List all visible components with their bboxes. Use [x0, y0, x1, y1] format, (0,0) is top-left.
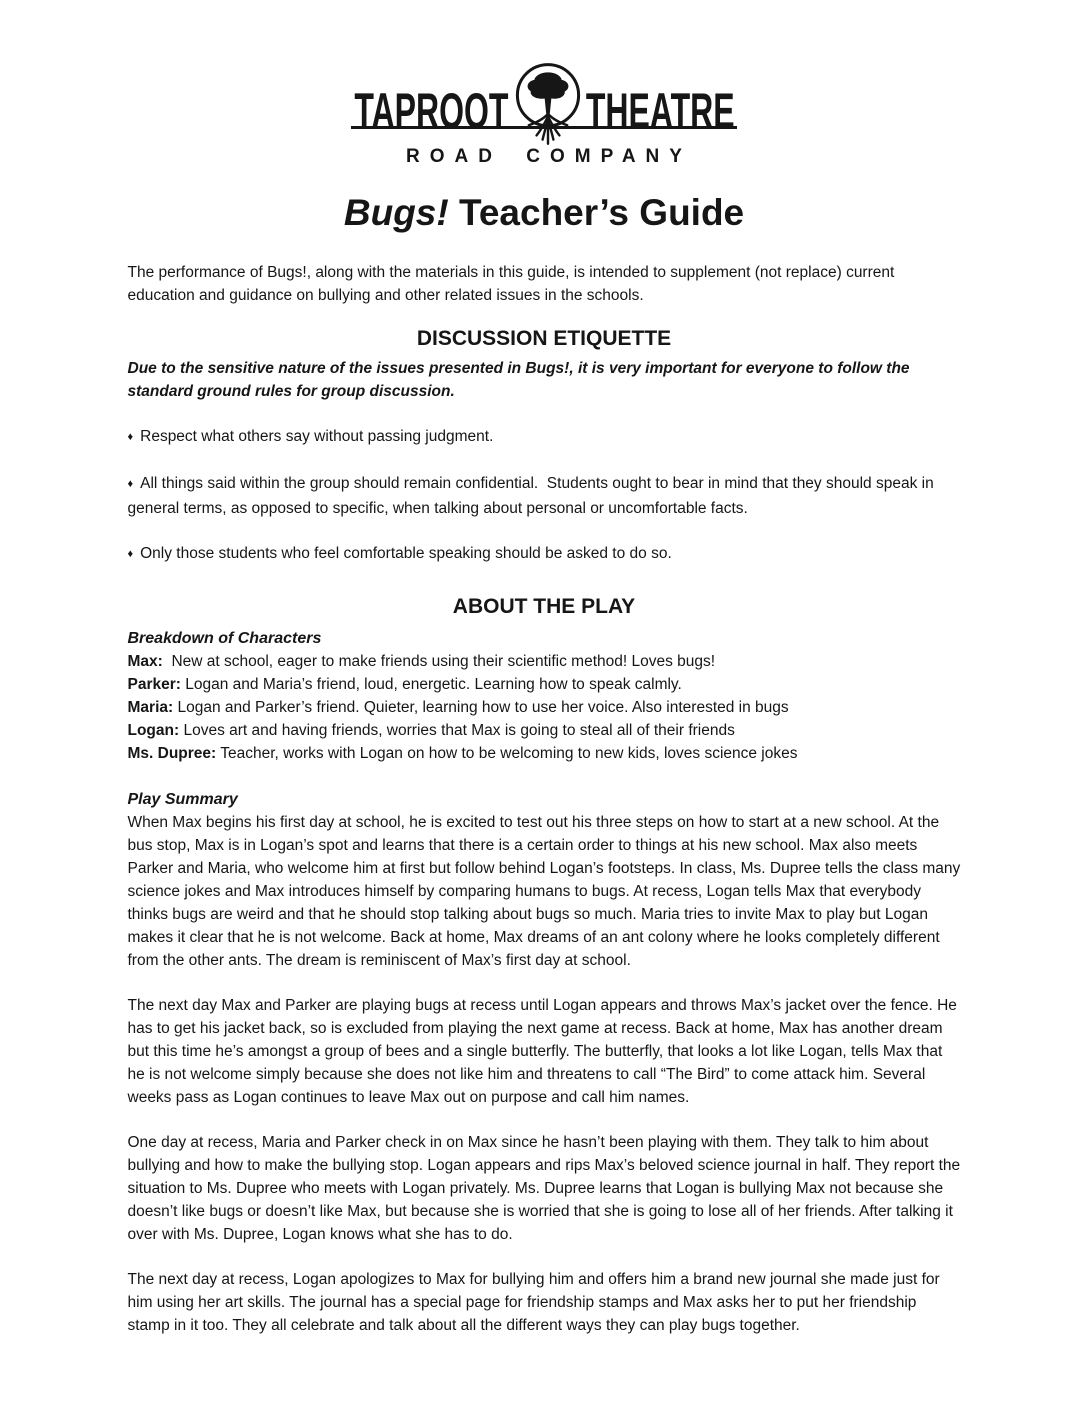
logo-wordmark: [353, 83, 735, 139]
title-regular-part: Teacher’s Guide: [448, 192, 745, 233]
character-line: [128, 696, 961, 719]
bullet-item: [128, 472, 961, 520]
character-description: New at school, eager to make friends using their scientific method! Loves bugs!: [162, 653, 716, 670]
document-page: [127, 0, 965, 1337]
character-name: Logan:: [127, 722, 180, 739]
character-line: [128, 742, 961, 765]
section-heading-discussion-etiquette: DISCUSSION ETIQUETTE: [416, 327, 672, 350]
diamond-bullet-icon: ♦: [127, 548, 134, 560]
bullet-item: [128, 542, 961, 567]
bullet-item: [128, 425, 961, 450]
character-name: Maria:: [127, 699, 174, 716]
bullet-text: Only those students who feel comfortable speaking should be asked to do so.: [140, 545, 672, 562]
logo-word-theatre: THEATRE: [585, 83, 735, 139]
tree-icon: [512, 61, 584, 151]
character-line: [128, 650, 961, 673]
page-title: [128, 191, 961, 235]
character-description: Loves art and having friends, worries that Max is going to steal all of their friends: [179, 722, 735, 739]
summary-paragraph-2: The next day Max and Parker are playing bugs at recess until Logan appears and throws Max’s jacket over the fence. He has to get his jacket back, so is excluded from playing the next game at recess. Back at home, Max has another dream but this time he’s amongst a group of bees and a single butterfly. The butterfly, that looks a lot like Logan, tells Max that he is not welcome simply because she does not like him and threatens to call “The Bird” to come attack him. Several weeks pass as Logan continues to leave Max out on purpose and call him names.: [127, 997, 962, 1106]
logo: [353, 83, 735, 169]
character-name: Ms. Dupree:: [127, 745, 217, 762]
diamond-bullet-icon: ♦: [127, 478, 134, 490]
play-summary-heading: Play Summary: [127, 791, 238, 808]
character-name: Max:: [127, 653, 163, 670]
summary-paragraph-1: When Max begins his first day at school, he is excited to test out his three steps on how to start at a new school. At the bus stop, Max is in Logan’s spot and learns that there is a certain order to things at his new school. Max also meets Parker and Maria, who welcome him at first but follow behind Logan’s footsteps. In class, Ms. Dupree tells the class many science jokes and Max introduces himself by comparing humans to bugs. At recess, Logan tells Max that everybody thinks bugs are weird and that he should stop talking about bugs so much. Maria tries to invite Max to play but Logan makes it clear that he is not welcome. Back at home, Max dreams of an ant colony where he looks completely different from the other ants. The dream is reminiscent of Max’s first day at school.: [127, 814, 965, 969]
title-italic-part: Bugs!: [343, 192, 449, 233]
character-description: Teacher, works with Logan on how to be welcoming to new kids, loves science jokes: [216, 745, 798, 762]
bullet-text: Respect what others say without passing judgment.: [140, 428, 494, 445]
character-line: [128, 719, 961, 742]
summary-paragraph-3: One day at recess, Maria and Parker check in on Max since he hasn’t been playing with them. They talk to him about bullying and how to make the bullying stop. Logan appears and rips Max’s beloved science journal in half. They report the situation to Ms. Dupree who meets with Logan privately. Ms. Dupree learns that Logan is bullying Max not because she doesn’t like bugs or doesn’t like Max, but because she is worried that she is going to lose all of her friends. After talking it over with Ms. Dupree, Logan knows what she has to do.: [127, 1134, 965, 1243]
discussion-note: Due to the sensitive nature of the issues presented in Bugs!, it is very important for everyone to follow the standard ground rules for group discussion.: [127, 360, 914, 400]
logo-word-taproot: TAPROOT: [354, 83, 509, 139]
summary-paragraph-4: The next day at recess, Logan apologizes to Max for bullying him and offers him a brand new journal she made just for him using her art skills. The journal has a special page for friendship stamps and Max asks her to put her friendship stamp in it too. They all celebrate and talk about all the different ways they can play bugs together.: [127, 1271, 945, 1334]
logo-subtitle: ROAD COMPANY: [406, 146, 692, 167]
character-description: Logan and Parker’s friend. Quieter, learning how to use her voice. Also interested in bugs: [173, 699, 789, 716]
intro-paragraph: The performance of Bugs!, along with the materials in this guide, is intended to supplement (not replace) current education and guidance on bullying and other related issues in the schools.: [127, 264, 899, 304]
bullet-text: All things said within the group should remain confidential. Students ought to bear in mind that they should speak in general terms, as opposed to specific, when talking about personal or uncomfortable facts.: [127, 475, 939, 517]
characters-heading: Breakdown of Characters: [127, 630, 322, 647]
character-name: Parker:: [127, 676, 181, 693]
character-line: [128, 673, 961, 696]
section-heading-about-the-play: ABOUT THE PLAY: [452, 595, 636, 618]
character-description: Logan and Maria’s friend, loud, energetic. Learning how to speak calmly.: [180, 676, 682, 693]
diamond-bullet-icon: ♦: [127, 431, 134, 443]
